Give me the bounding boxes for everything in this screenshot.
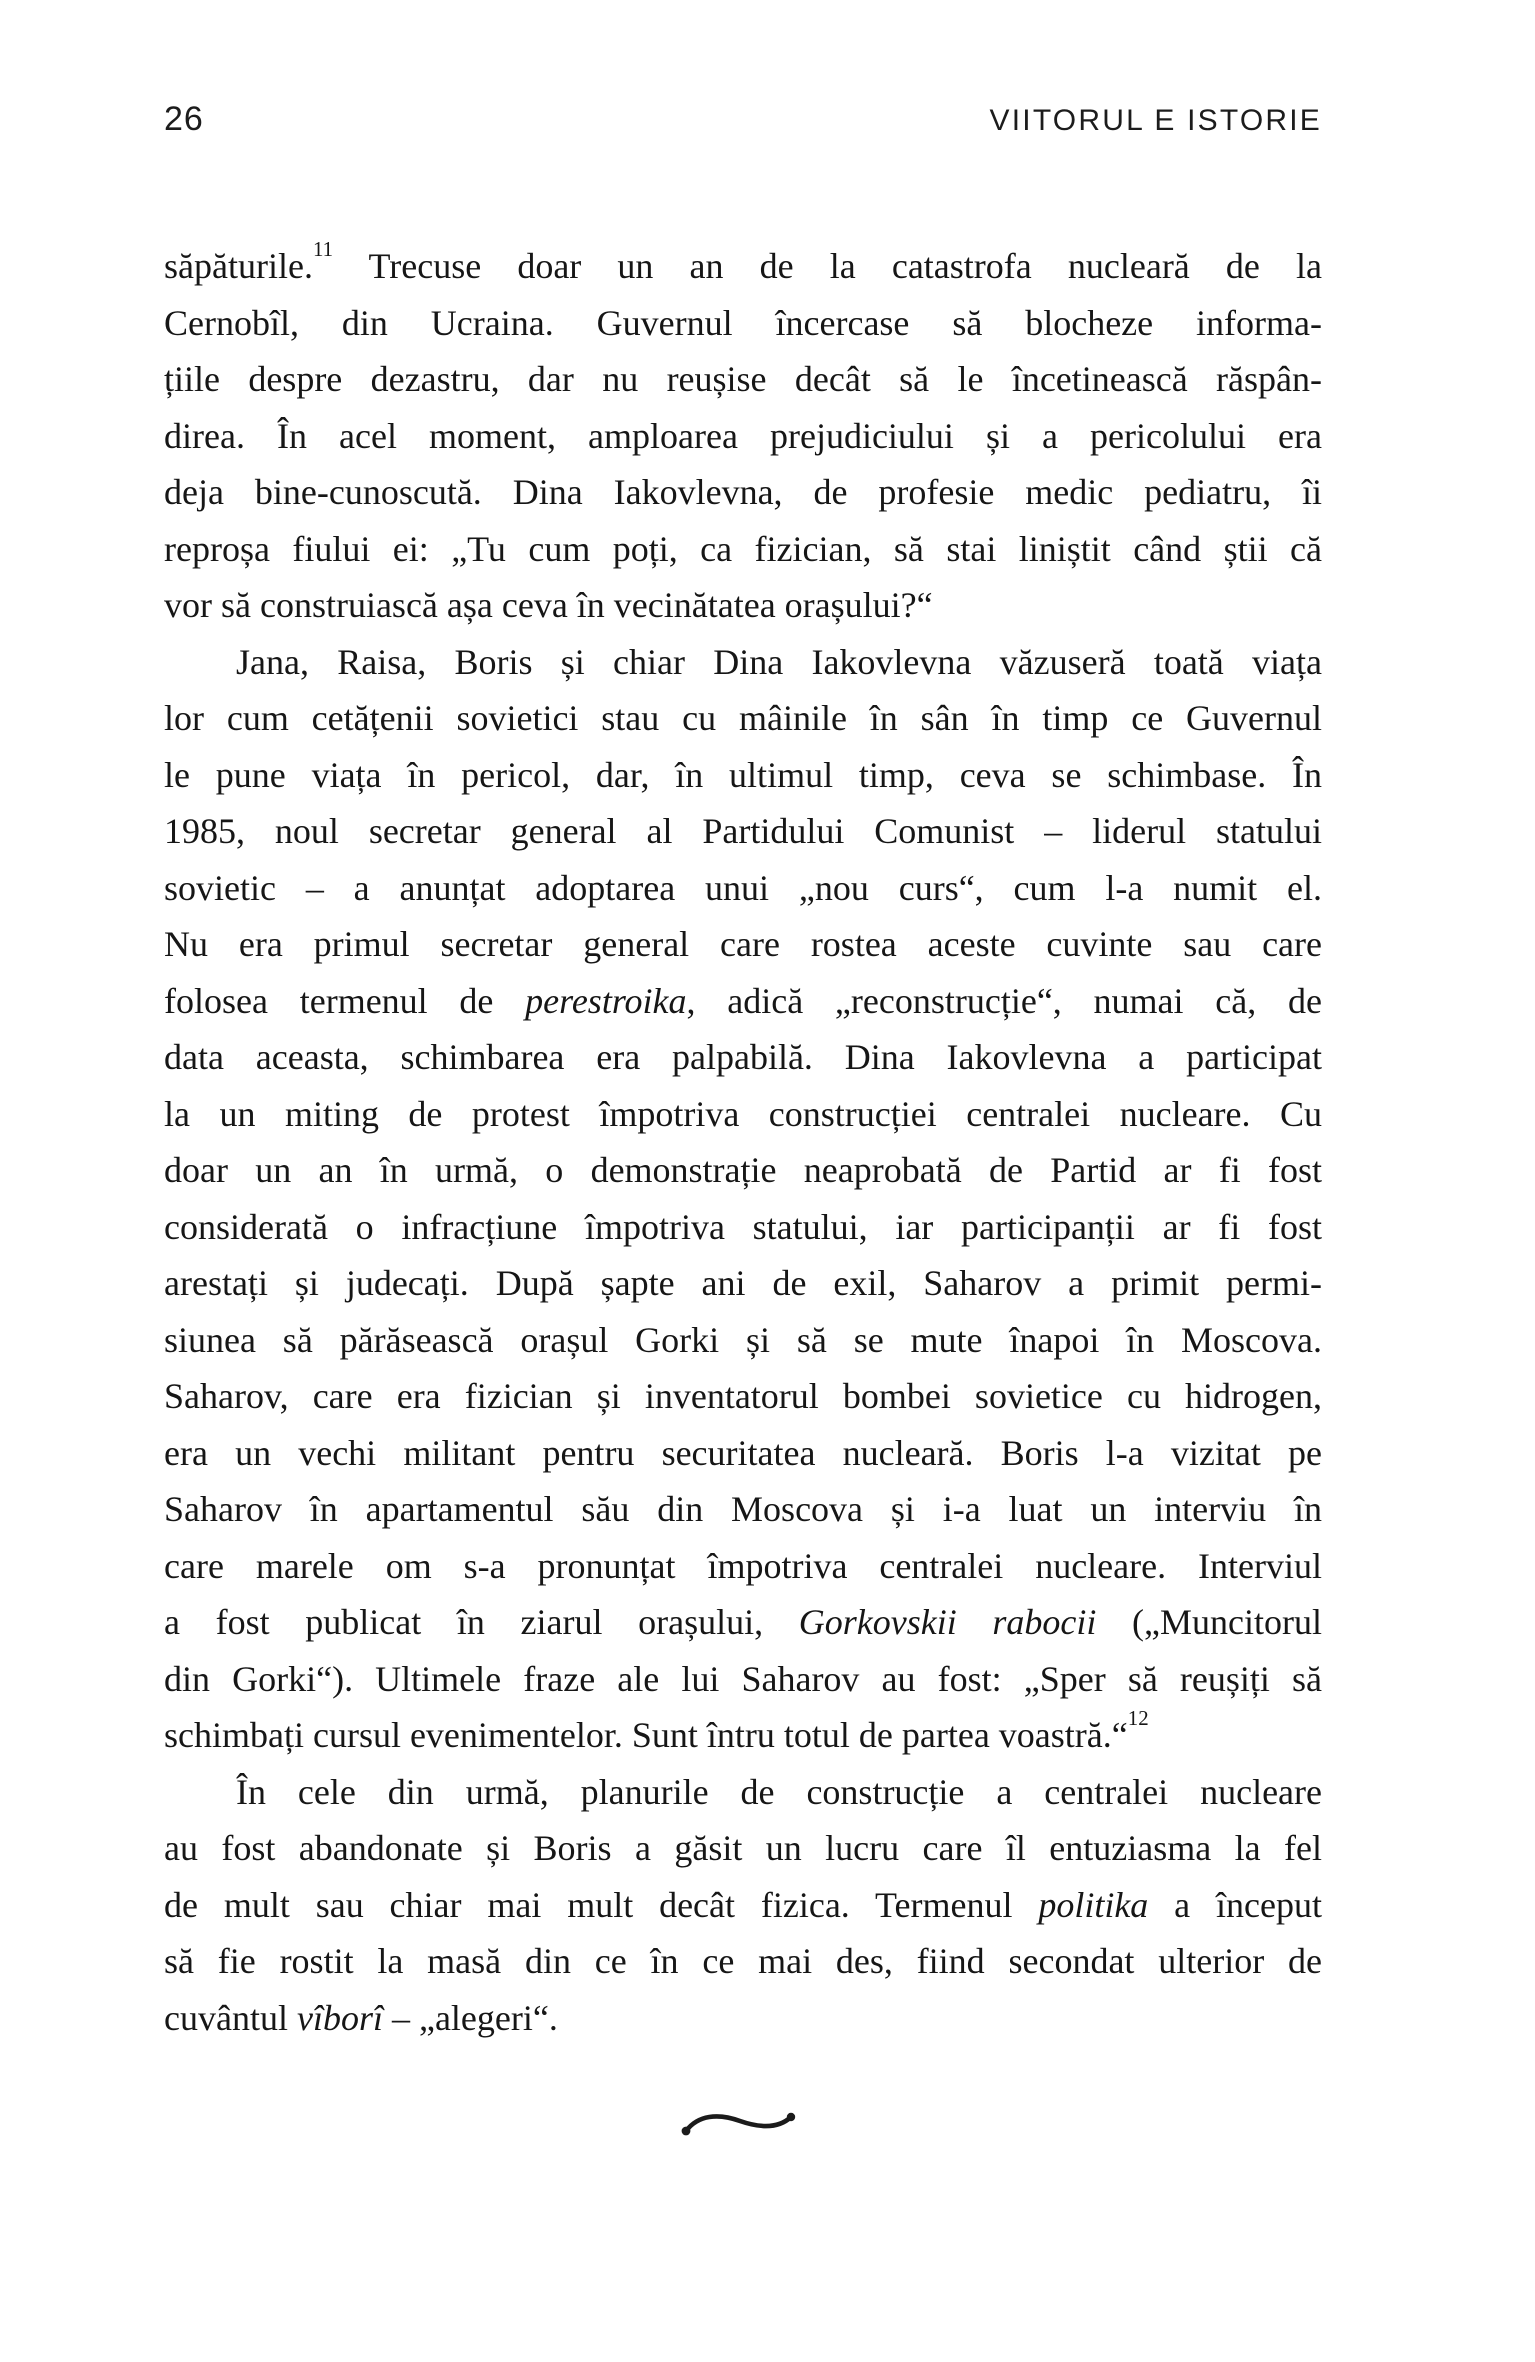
text-line: doar un an în urmă, o demonstrație neaprobată de Partid ar fi fost [164,1150,1322,1190]
text-line: de mult sau chiar mai mult decât fizica. Termenul politika a început [164,1884,1322,1925]
text-line: deja bine-cunoscută. Dina Iakovlevna, de profesie medic pediatru, îi [164,472,1322,512]
text-line: săpăturile.$^{11}$ Trecuse doar un an de la catastrofa nucleară de la [164,236,1322,286]
text-line: Nu era primul secretar general care rostea aceste cuvinte sau care [164,924,1322,964]
text-line: direa. În acel moment, amploarea prejudiciului și a pericolului era [164,415,1322,456]
footnote-reference: 12 [1127,1705,1149,1730]
text-line: au fost abandonate și Boris a găsit un lucru care îl entuziasma la fel [164,1828,1322,1868]
text-line: reproșa fiului ei: „Tu cum poți, ca fizician, să stai liniștit când știi că [164,528,1322,569]
page-number: 26 [164,100,204,138]
text-line: din Gorki“). Ultimele fraze ale lui Saharov au fost: „Sper să reușiți să [164,1658,1322,1699]
footnote-reference: 11 [312,236,334,261]
text-line: arestați și judecați. După șapte ani de exil, Saharov a primit permi- [164,1263,1322,1303]
text-line: În cele din urmă, planurile de construcție a centralei nucleare [236,1771,1322,1812]
text-line: schimbați cursul evenimentelor. Sunt întru totul de partea voastră.“$^{12}$ [164,1705,1149,1755]
text-line: considerată o infracțiune împotriva statului, iar participanții ar fi fost [164,1206,1322,1247]
text-line: data aceasta, schimbarea era palpabilă. Dina Iakovlevna a participat [164,1037,1322,1077]
text-line: care marele om s-a pronunțat împotriva centralei nucleare. Interviul [164,1545,1322,1586]
text-line: lor cum cetățenii sovietici stau cu mâinile în sân în timp ce Guvernul [164,698,1322,738]
page-header [164,101,1322,139]
text-line: Jana, Raisa, Boris și chiar Dina Iakovlevna văzuseră toată viața [236,641,1322,682]
text-line: Cernobîl, din Ucraina. Guvernul încercase să blocheze informa- [164,302,1322,343]
text-line: să fie rostit la masă din ce în ce mai des, fiind secondat ulterior de [164,1941,1322,1981]
text-line: țiile despre dezastru, dar nu reușise decât să le încetinească răspân- [164,359,1322,399]
text-line: cuvântul vîborî – „alegeri“. [164,1997,558,2038]
text-line: la un miting de protest împotriva construcției centralei nucleare. Cu [164,1093,1322,1134]
text-line: 1985, noul secretar general al Partidului Comunist – liderul statului [164,811,1322,851]
text-line: folosea termenul de perestroika, adică „reconstrucție“, numai că, de [164,980,1322,1021]
text-line: vor să construiască așa ceva în vecinătatea orașului?“ [164,585,933,625]
text-line: Saharov, care era fizician și inventatorul bombei sovietice cu hidrogen, [164,1376,1322,1416]
text-line: sovietic – a anunțat adoptarea unui „nou curs“, cum l-a numit el. [164,867,1322,908]
running-head: VIITORUL E ISTORIE [989,104,1322,137]
text-line: siunea să părăsească orașul Gorki și să se mute înapoi în Moscova. [164,1319,1322,1360]
text-line: le pune viața în pericol, dar, în ultimul timp, ceva se schimbase. În [164,754,1322,795]
swash-flourish-icon [678,2110,804,2140]
text-line: Saharov în apartamentul său din Moscova și i-a luat un interviu în [164,1489,1322,1529]
page-body [164,238,1322,2046]
text-line: a fost publicat în ziarul orașului, Gorkovskii rabocii („Muncitorul [164,1602,1323,1642]
text-line: era un vechi militant pentru securitatea nucleară. Boris l-a vizitat pe [164,1432,1322,1473]
